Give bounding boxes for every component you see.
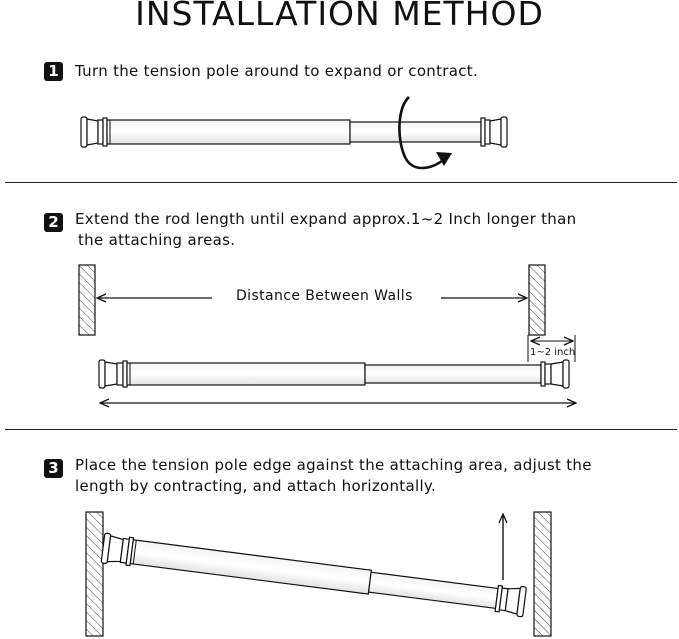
distance-label: Distance Between Walls xyxy=(236,288,413,304)
step-1-badge: 1 xyxy=(44,62,63,81)
step-3-rod xyxy=(101,533,526,617)
left-wall xyxy=(79,265,95,335)
step-3-left-wall xyxy=(86,512,103,636)
step-3-text-line-2: length by contracting, and attach horizontally. xyxy=(75,477,437,495)
step-2-text-line-2: the attaching areas. xyxy=(78,231,236,249)
step-3-text-line-1: Place the tension pole edge against the attaching area, adjust the xyxy=(75,456,592,474)
step-3-badge: 3 xyxy=(44,459,63,478)
step-3-right-wall xyxy=(534,512,551,636)
extra-length-label: 1~2 inch xyxy=(530,347,576,358)
right-wall xyxy=(529,265,545,335)
step-2-badge: 2 xyxy=(44,213,63,232)
step-2-text-line-1: Extend the rod length until expand approx.1~2 Inch longer than xyxy=(75,210,577,228)
step-1-text: Turn the tension pole around to expand or contract. xyxy=(75,62,479,80)
step-2-rod xyxy=(99,360,569,388)
step-1-rod xyxy=(81,117,507,147)
page-title: INSTALLATION METHOD xyxy=(135,0,544,33)
